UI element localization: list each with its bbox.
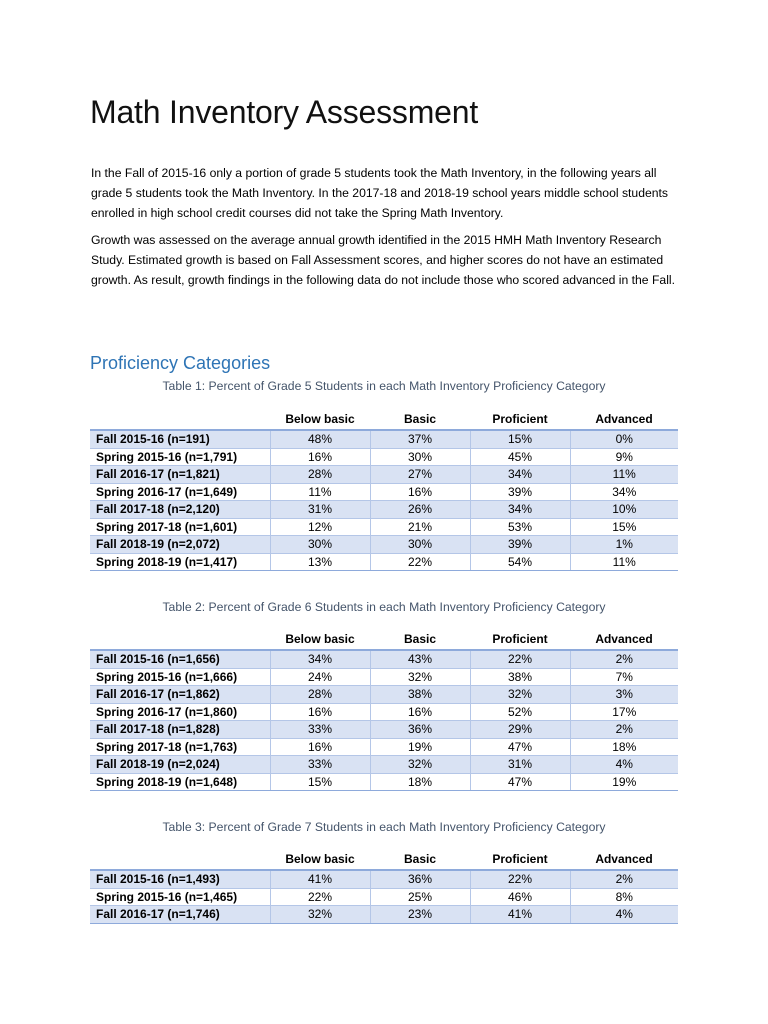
table-1-caption: Table 1: Percent of Grade 5 Students in each Math Inventory Proficiency Category bbox=[162, 379, 606, 393]
cell-proficient: 15% bbox=[470, 430, 570, 448]
cell-below-basic: 28% bbox=[270, 466, 370, 484]
table-2-caption: Table 2: Percent of Grade 6 Students in each Math Inventory Proficiency Category bbox=[162, 600, 606, 614]
col-header-basic: Basic bbox=[370, 629, 470, 650]
row-label: Spring 2018-19 (n=1,648) bbox=[90, 773, 270, 791]
cell-below-basic: 33% bbox=[270, 756, 370, 774]
cell-advanced: 17% bbox=[570, 703, 678, 721]
row-label: Fall 2017-18 (n=1,828) bbox=[90, 721, 270, 739]
cell-below-basic: 30% bbox=[270, 536, 370, 554]
cell-below-basic: 11% bbox=[270, 483, 370, 501]
row-label: Fall 2016-17 (n=1,746) bbox=[90, 906, 270, 924]
table-grade-5 bbox=[90, 409, 678, 571]
table-grade-7 bbox=[90, 849, 678, 924]
table-row bbox=[90, 686, 678, 704]
cell-below-basic: 33% bbox=[270, 721, 370, 739]
col-header-proficient: Proficient bbox=[470, 849, 570, 870]
cell-advanced: 3% bbox=[570, 686, 678, 704]
row-label-header bbox=[90, 629, 270, 650]
table-row bbox=[90, 870, 678, 888]
cell-basic: 32% bbox=[370, 756, 470, 774]
row-label: Fall 2018-19 (n=2,024) bbox=[90, 756, 270, 774]
table-grade-6 bbox=[90, 629, 678, 791]
cell-basic: 23% bbox=[370, 906, 470, 924]
col-header-proficient: Proficient bbox=[470, 629, 570, 650]
cell-basic: 19% bbox=[370, 738, 470, 756]
table-row bbox=[90, 536, 678, 554]
cell-below-basic: 34% bbox=[270, 650, 370, 668]
cell-advanced: 4% bbox=[570, 756, 678, 774]
cell-advanced: 9% bbox=[570, 448, 678, 466]
row-label: Spring 2017-18 (n=1,601) bbox=[90, 518, 270, 536]
cell-advanced: 34% bbox=[570, 483, 678, 501]
col-header-advanced: Advanced bbox=[570, 629, 678, 650]
row-label: Fall 2015-16 (n=191) bbox=[90, 430, 270, 448]
table-row bbox=[90, 703, 678, 721]
table-row bbox=[90, 650, 678, 668]
row-label-header bbox=[90, 409, 270, 430]
row-label: Fall 2018-19 (n=2,072) bbox=[90, 536, 270, 554]
cell-proficient: 39% bbox=[470, 483, 570, 501]
cell-proficient: 22% bbox=[470, 870, 570, 888]
cell-below-basic: 24% bbox=[270, 668, 370, 686]
cell-advanced: 8% bbox=[570, 888, 678, 906]
cell-below-basic: 22% bbox=[270, 888, 370, 906]
cell-proficient: 34% bbox=[470, 466, 570, 484]
cell-basic: 22% bbox=[370, 553, 470, 571]
page-title: Math Inventory Assessment bbox=[90, 94, 479, 130]
cell-basic: 16% bbox=[370, 483, 470, 501]
cell-advanced: 4% bbox=[570, 906, 678, 924]
row-label: Fall 2016-17 (n=1,862) bbox=[90, 686, 270, 704]
table-row bbox=[90, 518, 678, 536]
col-header-basic: Basic bbox=[370, 849, 470, 870]
cell-below-basic: 32% bbox=[270, 906, 370, 924]
section-heading: Proficiency Categories bbox=[90, 353, 271, 373]
cell-below-basic: 16% bbox=[270, 738, 370, 756]
cell-proficient: 39% bbox=[470, 536, 570, 554]
row-label: Spring 2016-17 (n=1,860) bbox=[90, 703, 270, 721]
cell-basic: 36% bbox=[370, 870, 470, 888]
cell-below-basic: 48% bbox=[270, 430, 370, 448]
table-row bbox=[90, 756, 678, 774]
cell-basic: 32% bbox=[370, 668, 470, 686]
row-label: Fall 2017-18 (n=2,120) bbox=[90, 501, 270, 519]
table-row bbox=[90, 430, 678, 448]
cell-advanced: 11% bbox=[570, 466, 678, 484]
cell-advanced: 19% bbox=[570, 773, 678, 791]
cell-proficient: 52% bbox=[470, 703, 570, 721]
cell-proficient: 22% bbox=[470, 650, 570, 668]
cell-basic: 37% bbox=[370, 430, 470, 448]
cell-below-basic: 13% bbox=[270, 553, 370, 571]
cell-proficient: 54% bbox=[470, 553, 570, 571]
row-label: Spring 2017-18 (n=1,763) bbox=[90, 738, 270, 756]
row-label: Fall 2016-17 (n=1,821) bbox=[90, 466, 270, 484]
cell-basic: 25% bbox=[370, 888, 470, 906]
row-label: Spring 2015-16 (n=1,791) bbox=[90, 448, 270, 466]
cell-below-basic: 28% bbox=[270, 686, 370, 704]
cell-advanced: 2% bbox=[570, 650, 678, 668]
cell-basic: 18% bbox=[370, 773, 470, 791]
cell-advanced: 10% bbox=[570, 501, 678, 519]
cell-basic: 27% bbox=[370, 466, 470, 484]
table-row bbox=[90, 773, 678, 791]
col-header-proficient: Proficient bbox=[470, 409, 570, 430]
cell-below-basic: 12% bbox=[270, 518, 370, 536]
row-label: Spring 2016-17 (n=1,649) bbox=[90, 483, 270, 501]
cell-proficient: 29% bbox=[470, 721, 570, 739]
cell-below-basic: 16% bbox=[270, 703, 370, 721]
table-body bbox=[90, 430, 678, 571]
cell-proficient: 46% bbox=[470, 888, 570, 906]
table-row bbox=[90, 553, 678, 571]
cell-basic: 26% bbox=[370, 501, 470, 519]
cell-advanced: 11% bbox=[570, 553, 678, 571]
table-row bbox=[90, 448, 678, 466]
cell-proficient: 34% bbox=[470, 501, 570, 519]
row-label: Spring 2015-16 (n=1,666) bbox=[90, 668, 270, 686]
row-label-header bbox=[90, 849, 270, 870]
cell-advanced: 7% bbox=[570, 668, 678, 686]
table-header-row bbox=[90, 409, 678, 430]
cell-below-basic: 16% bbox=[270, 448, 370, 466]
table-body bbox=[90, 650, 678, 791]
cell-proficient: 47% bbox=[470, 773, 570, 791]
table-row bbox=[90, 906, 678, 924]
cell-proficient: 31% bbox=[470, 756, 570, 774]
cell-advanced: 18% bbox=[570, 738, 678, 756]
cell-advanced: 2% bbox=[570, 721, 678, 739]
col-header-advanced: Advanced bbox=[570, 849, 678, 870]
row-label: Spring 2018-19 (n=1,417) bbox=[90, 553, 270, 571]
row-label: Spring 2015-16 (n=1,465) bbox=[90, 888, 270, 906]
cell-basic: 30% bbox=[370, 536, 470, 554]
table-header-row bbox=[90, 629, 678, 650]
cell-basic: 43% bbox=[370, 650, 470, 668]
col-header-below-basic: Below basic bbox=[270, 629, 370, 650]
col-header-below-basic: Below basic bbox=[270, 409, 370, 430]
cell-basic: 21% bbox=[370, 518, 470, 536]
cell-proficient: 38% bbox=[470, 668, 570, 686]
table-3-caption: Table 3: Percent of Grade 7 Students in each Math Inventory Proficiency Category bbox=[162, 820, 606, 834]
cell-proficient: 53% bbox=[470, 518, 570, 536]
cell-basic: 36% bbox=[370, 721, 470, 739]
table-row bbox=[90, 738, 678, 756]
cell-below-basic: 41% bbox=[270, 870, 370, 888]
row-label: Fall 2015-16 (n=1,493) bbox=[90, 870, 270, 888]
cell-below-basic: 31% bbox=[270, 501, 370, 519]
table-row bbox=[90, 483, 678, 501]
cell-advanced: 2% bbox=[570, 870, 678, 888]
cell-proficient: 47% bbox=[470, 738, 570, 756]
table-row bbox=[90, 668, 678, 686]
table-row bbox=[90, 888, 678, 906]
cell-advanced: 15% bbox=[570, 518, 678, 536]
row-label: Fall 2015-16 (n=1,656) bbox=[90, 650, 270, 668]
col-header-below-basic: Below basic bbox=[270, 849, 370, 870]
cell-basic: 16% bbox=[370, 703, 470, 721]
table-body bbox=[90, 870, 678, 923]
cell-advanced: 0% bbox=[570, 430, 678, 448]
cell-proficient: 45% bbox=[470, 448, 570, 466]
cell-proficient: 41% bbox=[470, 906, 570, 924]
table-row bbox=[90, 466, 678, 484]
col-header-basic: Basic bbox=[370, 409, 470, 430]
table-header-row bbox=[90, 849, 678, 870]
table-row bbox=[90, 501, 678, 519]
cell-basic: 38% bbox=[370, 686, 470, 704]
cell-below-basic: 15% bbox=[270, 773, 370, 791]
intro-paragraph: In the Fall of 2015-16 only a portion of grade 5 students took the Math Inventory, in the following years all grade 5 students took the Math Inventory. In the 2017-18 and 2018-19 school years middle school students enrolled in high school credit courses did not take the Spring Math Inventory. bbox=[91, 166, 669, 220]
growth-paragraph: Growth was assessed on the average annual growth identified in the 2015 HMH Math Inventory Research Study. Estimated growth is based on Fall Assessment scores, and higher scores do not have an estimated growth. As result, growth findings in the following data do not include those who scored advanced in the Fall. bbox=[91, 233, 675, 287]
cell-basic: 30% bbox=[370, 448, 470, 466]
col-header-advanced: Advanced bbox=[570, 409, 678, 430]
cell-advanced: 1% bbox=[570, 536, 678, 554]
table-row bbox=[90, 721, 678, 739]
cell-proficient: 32% bbox=[470, 686, 570, 704]
